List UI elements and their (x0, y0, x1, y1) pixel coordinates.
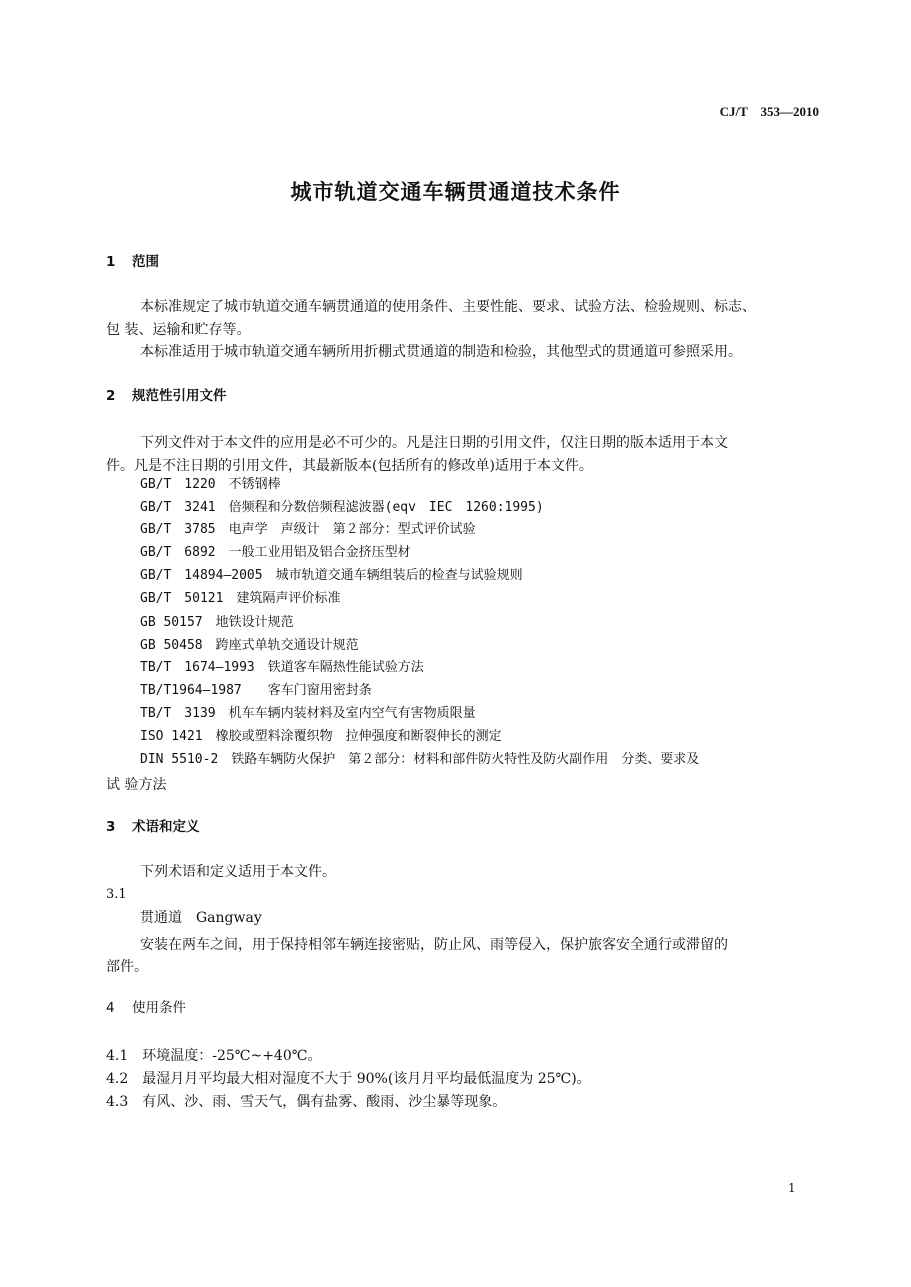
paragraph: 包 装、运输和贮存等。 (106, 322, 251, 338)
term-definition: 部件。 (106, 959, 148, 975)
reference-item: GB/T 50121 建筑隔声评价标准 (140, 591, 341, 606)
section-title: 使用条件 (132, 1000, 186, 1016)
reference-item: TB/T 3139 机车车辆内装材料及室内空气有害物质限量 (140, 706, 476, 721)
section-2-heading (106, 386, 227, 406)
term-definition: 安装在两车之间，用于保持相邻车辆连接密贴，防止风、雨等侵入，保护旅客安全通行或滞留的 (140, 937, 728, 953)
reference-item: GB/T 6892 一般工业用铝及铝合金挤压型材 (140, 545, 411, 560)
reference-item: DIN 5510-2 铁路车辆防火保护 第２部分：材料和部件防火特性及防火副作用 分类、要求及 (140, 752, 700, 767)
section-number: 3 (106, 819, 116, 835)
paragraph: 件。凡是不注日期的引用文件，其最新版本(包括所有的修改单)适用于本文件。 (106, 458, 593, 474)
section-number: 4 (106, 1000, 115, 1016)
section-title: 范围 (132, 254, 159, 270)
condition-item: 4.2 最湿月月平均最大相对湿度不大于 90%(该月月平均最低温度为 25℃)。 (106, 1071, 591, 1087)
paragraph: 本标准规定了城市轨道交通车辆贯通道的使用条件、主要性能、要求、试验方法、检验规则、标志、 (140, 299, 756, 315)
standard-code: CJ/T 353—2010 (719, 104, 819, 119)
page-number: 1 (788, 1181, 796, 1195)
reference-item: GB 50458 跨座式单轨交通设计规范 (140, 638, 359, 653)
reference-item: GB/T 3785 电声学 声级计 第２部分：型式评价试验 (140, 522, 476, 537)
section-title: 术语和定义 (132, 819, 200, 835)
term-name: 贯通道 Gangway (140, 910, 262, 926)
reference-item: GB 50157 地铁设计规范 (140, 615, 294, 630)
section-3-heading (106, 817, 200, 837)
document-title: 城市轨道交通车辆贯通道技术条件 (290, 180, 621, 204)
paragraph: 下列术语和定义适用于本文件。 (140, 864, 336, 880)
reference-item: GB/T 3241 倍频程和分数倍频程滤波器(eqv IEC 1260:1995) (140, 500, 544, 515)
section-number: 2 (106, 388, 116, 404)
paragraph: 本标准适用于城市轨道交通车辆所用折棚式贯通道的制造和检验，其他型式的贯通道可参照采用。 (140, 344, 742, 360)
paragraph: 下列文件对于本文件的应用是必不可少的。凡是注日期的引用文件，仅注日期的版本适用于本文 (140, 435, 728, 451)
section-title: 规范性引用文件 (132, 388, 227, 404)
term-number: 3.1 (106, 887, 127, 902)
reference-item: GB/T 1220 不锈钢棒 (140, 477, 281, 492)
condition-item: 4.3 有风、沙、雨、雪天气，偶有盐雾、酸雨、沙尘暴等现象。 (106, 1094, 507, 1110)
reference-item: ISO 1421 橡胶或塑料涂覆织物 拉伸强度和断裂伸长的测定 (140, 729, 502, 744)
reference-item: TB/T1964—1987 客车门窗用密封条 (140, 683, 372, 698)
condition-item: 4.1 环境温度：-25℃~+40℃。 (106, 1048, 322, 1064)
section-1-heading (106, 252, 159, 272)
section-4-heading (106, 998, 186, 1018)
section-number: 1 (106, 254, 116, 270)
reference-item-continued: 试 验方法 (106, 777, 167, 793)
reference-item: TB/T 1674—1993 铁道客车隔热性能试验方法 (140, 660, 424, 675)
reference-item: GB/T 14894—2005 城市轨道交通车辆组装后的检查与试验规则 (140, 568, 523, 583)
